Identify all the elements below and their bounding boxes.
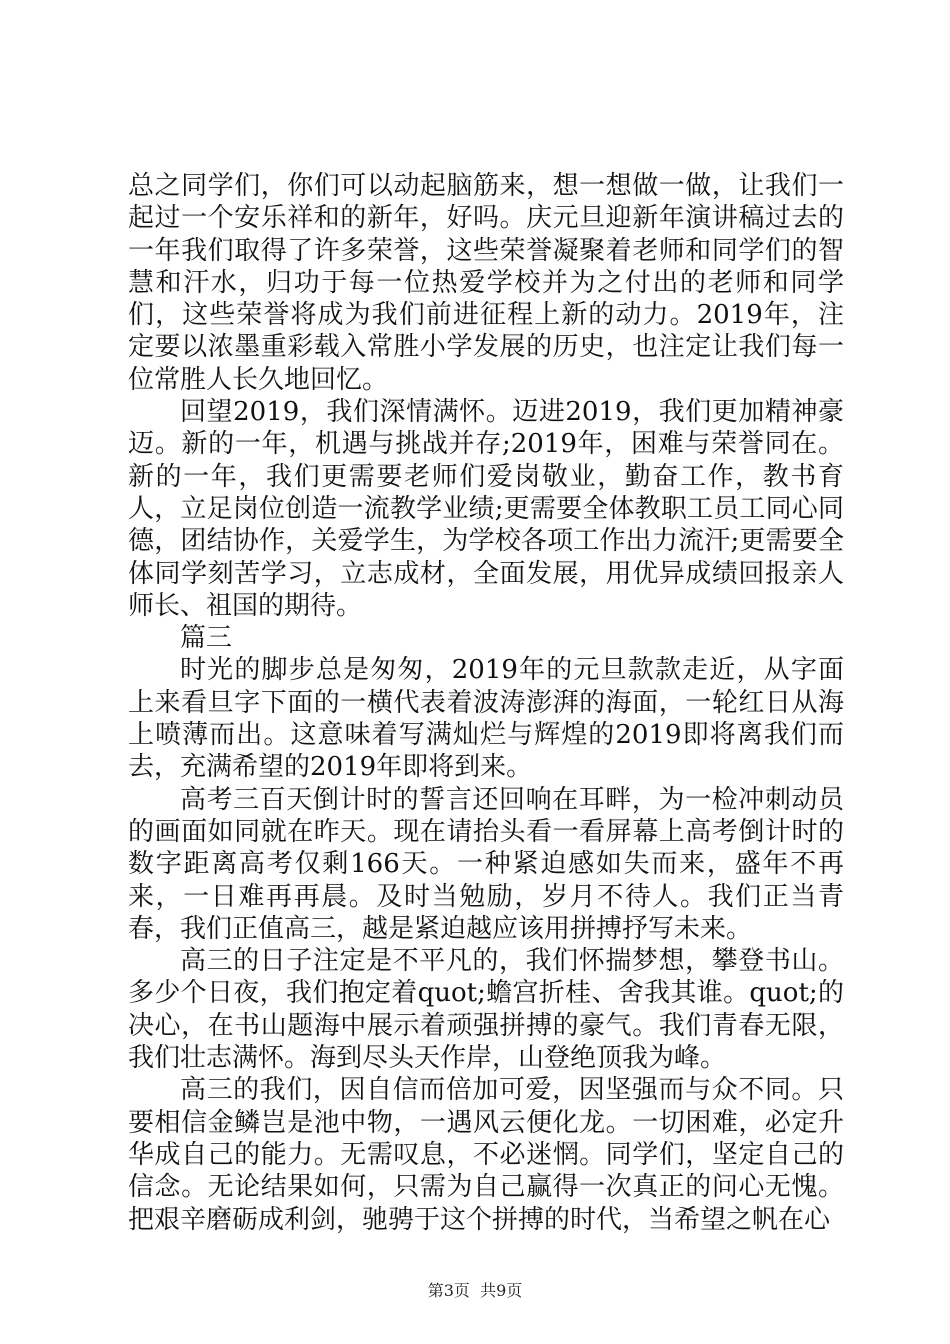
paragraph-1: 总之同学们，你们可以动起脑筋来，想一想做一做，让我们一起过一个安乐祥和的新年，好吗。庆元旦迎新年演讲稿过去的一年我们取得了许多荣誉，这些荣誉凝聚着老师和同学们的智慧和汗水，归功于每一位热爱学校并为之付出的老师和同学们，这些荣誉将成为我们前进征程上新的动力。2019年，注定要以浓墨重彩载入常胜小学发展的历史，也注定让我们每一位常胜人长久地回忆。: [128, 171, 844, 395]
paragraph-6: 高三的我们，因自信而倍加可爱，因坚强而与众不同。只要相信金鳞岂是池中物，一遇风云便化龙。一切困难，必定升华成自己的能力。无需叹息，不必迷惘。同学们，坚定自己的信念。无论结果如何，只需为自己赢得一次真正的问心无愧。把艰辛磨砺成利剑，驰骋于这个拼搏的时代，当希望之帆在心: [128, 1075, 844, 1235]
page-number: 第3页 共9页: [427, 1281, 523, 1300]
paragraph-2: 回望2019，我们深情满怀。迈进2019，我们更加精神豪迈。新的一年，机遇与挑战并存;2019年，困难与荣誉同在。新的一年，我们更需要老师们爱岗敬业，勤奋工作，教书育人，立足岗位创造一流教学业绩;更需要全体教职工员工同心同德，团结协作，关爱学生，为学校各项工作出力流汗;更需要全体同学刻苦学习，立志成材，全面发展，用优异成绩回报亲人师长、祖国的期待。: [128, 397, 844, 621]
section-heading: 篇三: [180, 623, 233, 654]
paragraph-5: 高三的日子注定是不平凡的，我们怀揣梦想，攀登书山。多少个日夜，我们抱定着quot;蟾宫折桂、舍我其谁。quot;的决心，在书山题海中展示着顽强拼搏的豪气。我们青春无限，我们壮志满怀。海到尽头天作岸，山登绝顶我为峰。: [128, 946, 844, 1074]
paragraph-3: 时光的脚步总是匆匆，2019年的元旦款款走近，从字面上来看旦字下面的一横代表着波涛澎湃的海面，一轮红日从海上喷薄而出。这意味着写满灿烂与辉煌的2019即将离我们而去，充满希望的2019年即将到来。: [128, 655, 844, 783]
document-body: [128, 170, 844, 1236]
paragraph-4: 高考三百天倒计时的誓言还回响在耳畔，为一检冲刺动员的画面如同就在昨天。现在请抬头看一看屏幕上高考倒计时的数字距离高考仅剩166天。一种紧迫感如失而来，盛年不再来，一日难再再晨。及时当勉励，岁月不待人。我们正当青春，我们正值高三，越是紧迫越应该用拼搏抒写未来。: [128, 784, 844, 944]
